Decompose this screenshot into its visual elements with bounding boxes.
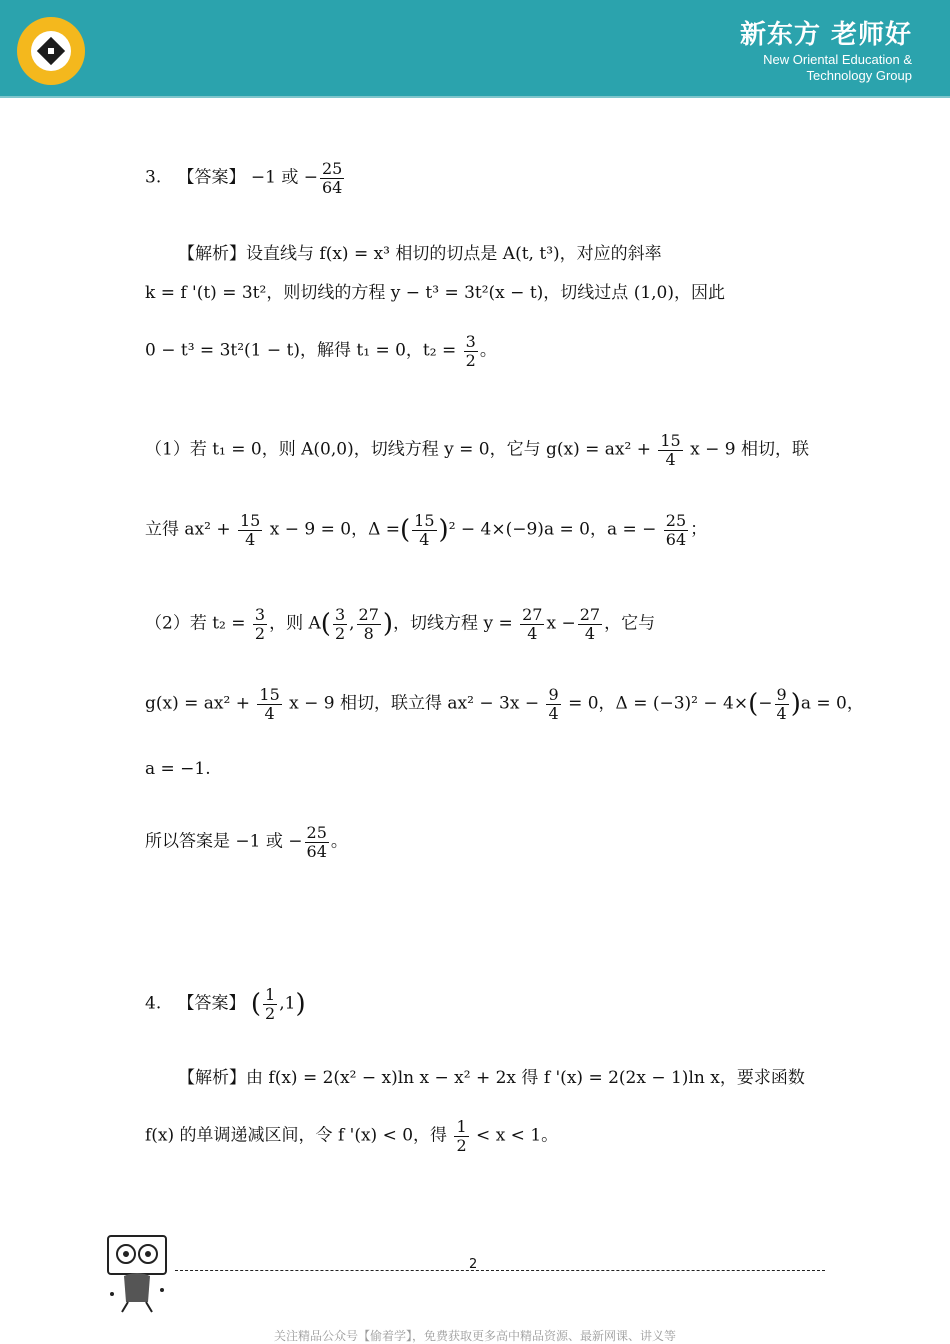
brand-name-cn: 新东方 老师好	[739, 20, 912, 50]
footer-divider	[175, 1270, 825, 1271]
q3-answer-line: 3. 【答案】 −1 或 − $\frac{25}{64}$	[145, 159, 343, 197]
footer-note: 关注精品公众号【偷着学】，免费获取更多高中精品资源、最新网课、讲义等	[273, 1329, 676, 1343]
brand-logo-icon	[17, 17, 85, 85]
owl-mascot-icon	[104, 1234, 170, 1314]
q3-analysis-line2: k = f '(t) = 3t²，则切线的方程 y − t³ = 3t²(x − t)，切线过点 (1,0)，因此	[145, 283, 725, 303]
q3-case1-cont-line: 立得 ax² + $\frac{15}{4}$ x − 9 = 0，Δ =( $\frac{15}{4}$ )² − 4×(−9)a = 0，a = − $\frac{25}{64}$ ；	[145, 511, 708, 549]
page-number: 2	[469, 1257, 478, 1272]
q4-answer-line: 4. 【答案】 ( $\frac{1}{2}$ ,1)	[145, 985, 306, 1023]
q3-case2-cont-line: g(x) = ax² + $\frac{15}{4}$ x − 9 相切，联立得 ax² − 3x − $\frac{9}{4}$ = 0，Δ = (−3)² − 4×(− $\frac{9}{4}$ )a = 0，	[145, 685, 864, 723]
q3-case1-line: （1）若 t₁ = 0，则 A(0,0)，切线方程 y = 0，它与 g(x) = ax² + $\frac{15}{4}$ x − 9 相切，联	[145, 431, 809, 469]
header-banner	[0, 0, 950, 98]
q4-analysis-line1: 【解析】由 f(x) = 2(x² − x)ln x − x² + 2x 得 f '(x) = 2(2x − 1)ln x，要求函数	[178, 1068, 805, 1088]
q4-analysis-line2: f(x) 的单调递减区间，令 f '(x) < 0，得 $\frac{1}{2}$ < x < 1。	[145, 1117, 559, 1155]
q3-analysis-line3: 0 − t³ = 3t²(1 − t)，解得 t₁ = 0，t₂ = $\frac{3}{2}$ 。	[145, 332, 497, 370]
q3-conclusion: 所以答案是 −1 或 − $\frac{25}{64}$ 。	[145, 823, 348, 861]
q3-analysis-line1: 【解析】设直线与 f(x) = x³ 相切的切点是 A(t, t³)，对应的斜率	[178, 244, 662, 264]
q3-case2-line: （2）若 t₂ = $\frac{3}{2}$ ，则 A( $\frac{3}{2}$ , $\frac{27}{8}$ )，切线方程 y = $\frac{27}{4}$ x − $\frac{27}{4}$ ，它与	[145, 605, 656, 643]
brand-name-en: New Oriental Education & Technology Group	[763, 52, 912, 83]
q3-case2-result: a = −1.	[145, 759, 211, 779]
